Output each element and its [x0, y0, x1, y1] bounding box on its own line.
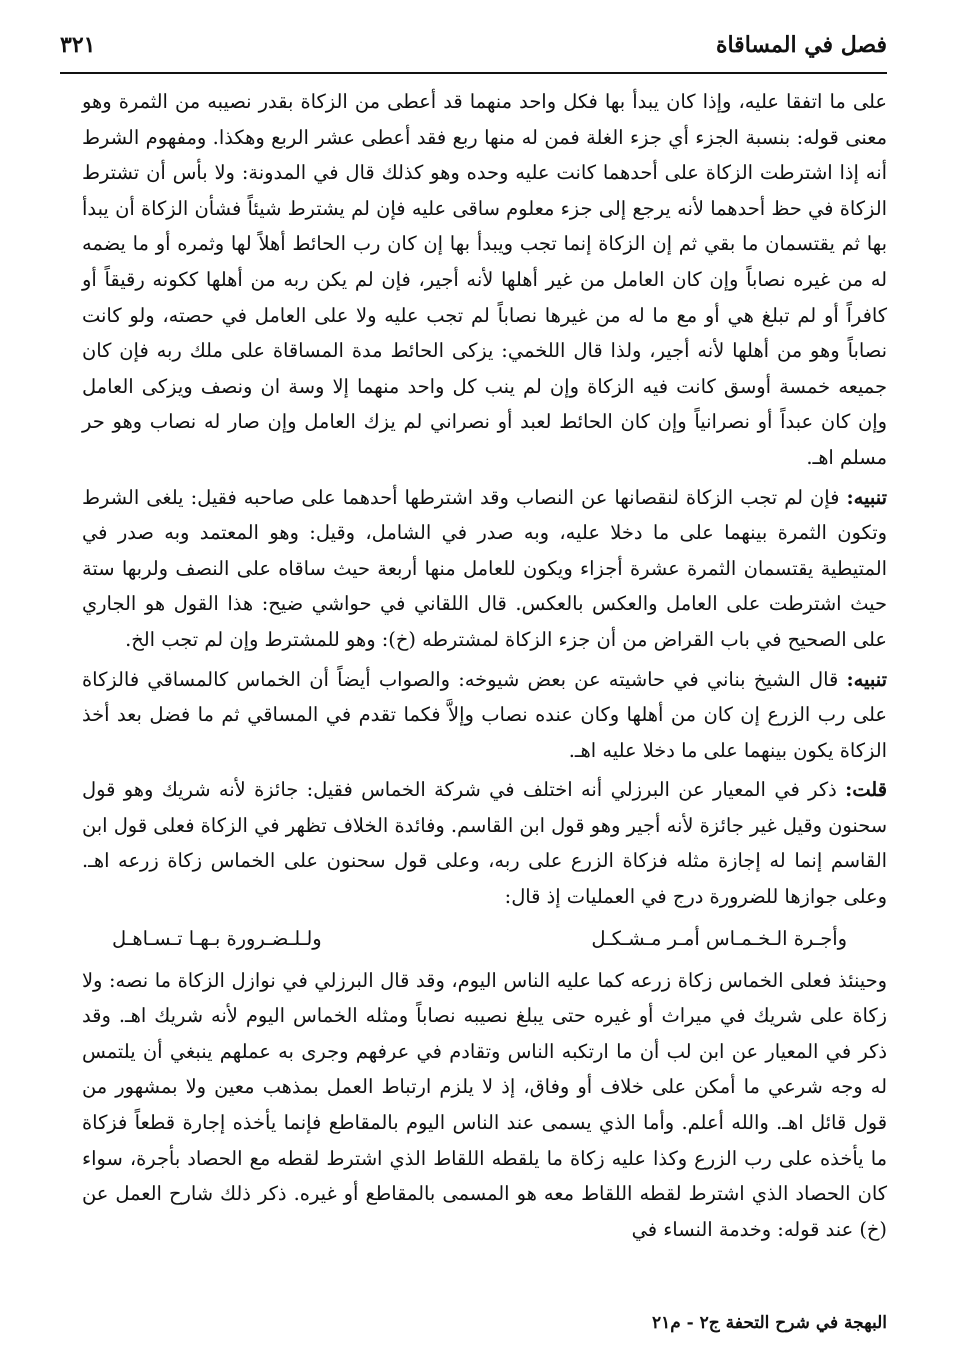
paragraph-text: على ما اتفقا عليه، وإذا كان يبدأ بها فكل واحد منهما قد أعطى من الزكاة بقدر نصيبه من الثمرة وهو معنى قوله: بنسبة الجزء أي جزء الغلة فمن له منها ربع فقد أعطى عشر الربع وهكذا. ومفهوم الشرط أنه إذا اشترطت الزكاة على أحدهما كانت عليه وحده وهو كذلك قال في المدونة: ولا بأس أن تشترط الزكاة في حظ أحدهما لأنه يرجع إلى جزء معلوم ساقى عليه فإن لم يشترط شيئاً فشأن الزكاة أن يبدأ بها ثم يقتسمان ما بقي ثم إن الزكاة إنما تجب ويبدأ بها إن كان رب الحائط أهلاً لها وثمره أو ما يضمه له من غيره نصاباً وإن كان العامل من غير أهلها لأنه أجير، فإن لم يكن ربه من أهلها ككونه رقيقاً أو كافراً أو لم تبلغ هي أو مع ما له من غيرها نصاباً لم تجب عليه ولا على العامل في حصته، ولو كانت نصاباً وهو من أهلها لأنه أجير، ولذا قال اللخمي: يزكى الحائط مدة المساقاة على ملك ربه فإن كان جميعه خمسة أوسق كانت فيه الزكاة وإن لم ينب كل واحد منهما إلا وسة ان ونصف ويزكى العامل وإن كان عبداً أو نصرانياً وإن كان الحائط لعبد أو نصراني لم يزك العامل وإن صار له نصاب وهو حر مسلم اهـ.: [82, 90, 887, 469]
poetry-verse: [82, 921, 887, 957]
paragraph-lead: قلت:: [845, 778, 887, 802]
paragraph-lead: تنبيه:: [846, 485, 887, 509]
verse-first-hemistich: وأجـرة الـخـمـاس أمـر مـشـكـل: [591, 926, 847, 950]
page-number: ٣٢١: [60, 32, 96, 58]
paragraph-text: فإن لم تجب الزكاة لنقصانها عن النصاب وقد اشترطها أحدهما على صاحبه فقيل: يلغى الشرط وتكون الثمرة بينهما على ما دخلا عليه، وبه صدر في الشامل، وقيل: وهو المعتمد وبه صدر في المتيطية يقتسمان الثمرة عشرة أجزاء ويكون للعامل منها أربعة حيث ساقاه على النصف ولربها ستة حيث اشترطت على العامل والعكس بالعكس. قال اللقاني في حواشي ضيح: هذا القول هو الجاري على الصحيح في باب القراض من أن جزء الزكاة لمشترطه (خ): وهو للمشترط وإن لم تجب الخ.: [82, 485, 887, 651]
footer-signature: البهجة في شرح التحفة ج٢ - م٢١: [651, 1313, 887, 1333]
closing-paragraph: وحينئذ فعلى الخماس زكاة زرعه كما عليه الناس اليوم، وقد قال البرزلي في نوازل الزكاة ما نصه: ولا زكاة على شريك في ميراث أو غيره حتى يبلغ نصيبه نصاباً ومثله الخماس اليوم لأنه شريك اهـ. وقد ذكر في المعيار عن ابن لب أن ما ارتكبه الناس وتقادم في عرفهم وجرى به عملهم ينبغي أن يلتمس له وجه شرعي ما أمكن على خلاف أو وفاق، إذ لا يلزم ارتباط العمل بمذهب معين ولا بمشهور من قول قائل اهـ. والله أعلم. وأما الذي يسمى عند الناس اليوم بالمقاطع فإنما يأخذه إجارة قطعاً فزكاة ما يأخذه على رب الزرع وكذا عليه زكاة ما يلقطه اللقاط الذي اشترط لقطه مع الحصاد بأجرة، سواء كان الحصاد الذي اشترط لقطه اللقاط معه هو المسمى بالمقاطع أو غيره. ذكر ذلك شارح العمل عن (خ) عند قوله: وخدمة النساء في: [82, 968, 887, 1241]
page-body: [82, 84, 887, 1247]
header-rule: [60, 72, 887, 74]
running-title: فصل في المساقاة: [715, 32, 887, 58]
verse-second-hemistich: ولـلـضـرورة بـهـا تـسـاهـل: [112, 926, 322, 950]
page-header: [60, 22, 887, 72]
paragraph-note: [82, 772, 887, 914]
paragraph-text: ذكر في المعيار عن البرزلي أنه اختلف في شركة الخماس فقيل: جائزة لأنه شريك وهو قول سحنون وقيل غير جائزة لأنه أجير وهو قول ابن القاسم. وفائدة الخلاف تظهر في الزكاة فعلى قول ابن القاسم إنما له إجازة مثله فزكاة الزرع على ربه، وعلى قول سحنون على الخماس زكاة زرعه اهـ. وعلى جوازها للضرورة درج في العمليات إذ قال:: [82, 778, 888, 909]
paragraph: [82, 84, 887, 476]
paragraph-note: [82, 480, 887, 658]
paragraph-text: قال الشيخ بناني في حاشيته عن بعض شيوخه: والصواب أيضاً أن الخماس كالمساقي فالزكاة على رب الزرع إن كان من أهلها وكان عنده نصاب وإلاَّ فكما تقدم في المساقي ثم ما فضل بعد أخذ الزكاة يكون بينهما على ما دخلا عليه اهـ.: [82, 667, 887, 762]
paragraph-note: [82, 662, 887, 769]
paragraph-lead: تنبيه:: [846, 667, 887, 691]
